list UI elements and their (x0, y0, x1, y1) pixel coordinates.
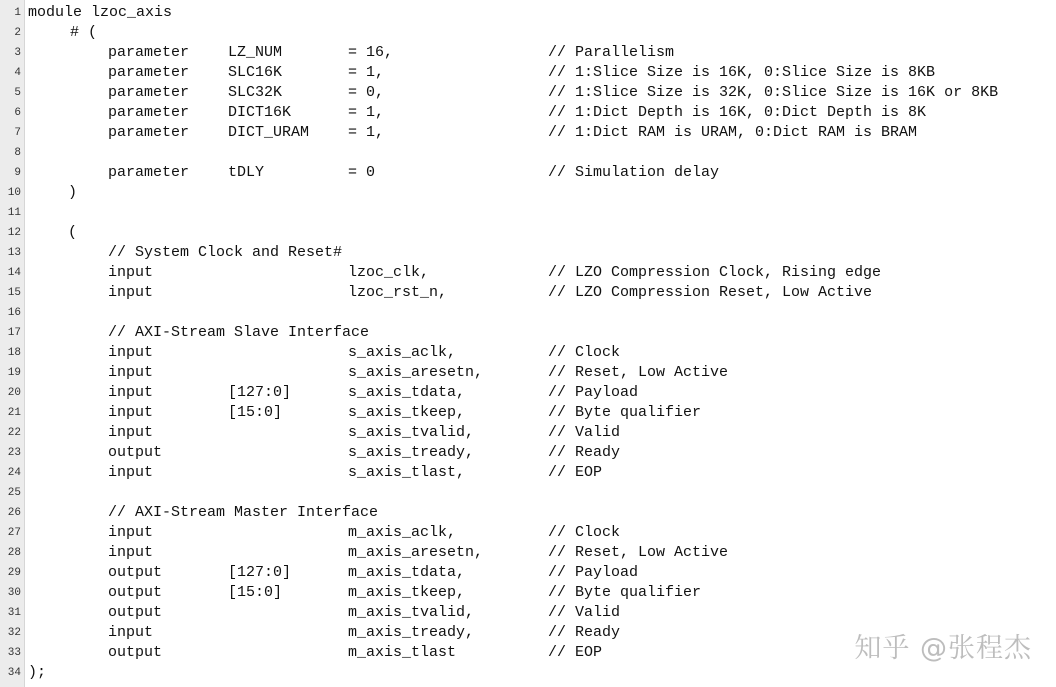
code-token: input (108, 384, 154, 401)
code-token: = 0 (348, 164, 376, 181)
code-comment: // Clock (548, 524, 621, 541)
code-token: LZ_NUM (228, 44, 283, 61)
line-number: 17 (7, 327, 21, 339)
code-line (0, 563, 1056, 583)
line-number: 22 (7, 427, 21, 439)
code-token: s_axis_aclk, (348, 344, 457, 361)
code-token: SLC32K (228, 84, 283, 101)
code-line (0, 543, 1056, 563)
code-line (0, 163, 1056, 183)
code-comment: // Payload (548, 564, 639, 581)
code-token: [15:0] (228, 584, 283, 601)
code-token: DICT_URAM (228, 124, 310, 141)
code-line (0, 323, 1056, 343)
code-token: input (108, 424, 154, 441)
code-token: lzoc_clk, (348, 264, 430, 281)
line-number: 20 (7, 387, 21, 399)
code-comment: // LZO Compression Clock, Rising edge (548, 264, 882, 281)
line-number: 13 (7, 247, 21, 259)
code-token: output (108, 644, 163, 661)
code-comment: // Parallelism (548, 44, 675, 61)
line-number: 4 (14, 67, 21, 79)
code-comment: // Reset, Low Active (548, 364, 729, 381)
code-token: module lzoc_axis (28, 4, 173, 21)
code-comment: // Valid (548, 424, 621, 441)
line-number: 18 (7, 347, 21, 359)
line-number: 34 (7, 667, 21, 679)
code-token: parameter (108, 64, 190, 81)
code-comment: // Ready (548, 444, 621, 461)
code-line (0, 483, 1056, 503)
code-token: lzoc_rst_n, (348, 284, 448, 301)
line-number: 23 (7, 447, 21, 459)
line-number: 24 (7, 467, 21, 479)
code-token: parameter (108, 104, 190, 121)
line-number: 25 (7, 487, 21, 499)
code-token: [127:0] (228, 384, 292, 401)
code-token: parameter (108, 44, 190, 61)
watermark: 知乎 @张程杰 (854, 633, 1032, 664)
code-token: = 1, (348, 104, 385, 121)
code-token: parameter (108, 124, 190, 141)
code-line (0, 523, 1056, 543)
code-token: = 0, (348, 84, 385, 101)
code-token: m_axis_tdata, (348, 564, 466, 581)
code-comment: // Byte qualifier (548, 584, 702, 601)
code-line (0, 263, 1056, 283)
code-comment: // 1:Slice Size is 32K, 0:Slice Size is 16K or 8KB (548, 84, 999, 101)
code-line (0, 603, 1056, 623)
line-number: 15 (7, 287, 21, 299)
code-line (0, 183, 1056, 203)
code-line (0, 223, 1056, 243)
code-comment: // LZO Compression Reset, Low Active (548, 284, 873, 301)
code-token: [15:0] (228, 404, 283, 421)
line-number: 16 (7, 307, 21, 319)
code-comment: // Reset, Low Active (548, 544, 729, 561)
code-token: = 1, (348, 124, 385, 141)
code-token: m_axis_tready, (348, 624, 475, 641)
code-line (0, 363, 1056, 383)
code-line (0, 143, 1056, 163)
code-token: s_axis_tvalid, (348, 424, 475, 441)
code-comment: // Simulation delay (548, 164, 720, 181)
code-token: input (108, 524, 154, 541)
code-line (0, 583, 1056, 603)
code-token: input (108, 464, 154, 481)
code-line (0, 443, 1056, 463)
line-number: 1 (14, 7, 21, 19)
code-token: SLC16K (228, 64, 283, 81)
code-token: output (108, 444, 163, 461)
code-token: input (108, 344, 154, 361)
code-comment: // EOP (548, 644, 603, 661)
code-comment: // Ready (548, 624, 621, 641)
code-token: DICT16K (228, 104, 292, 121)
line-number: 33 (7, 647, 21, 659)
line-number: 12 (7, 227, 21, 239)
code-comment: // Payload (548, 384, 639, 401)
line-number: 9 (14, 167, 21, 179)
line-number: 11 (7, 207, 21, 219)
line-number: 31 (7, 607, 21, 619)
line-number: 10 (7, 187, 21, 199)
code-line (0, 123, 1056, 143)
code-line (0, 43, 1056, 63)
code-comment: // Clock (548, 344, 621, 361)
line-number: 32 (7, 627, 21, 639)
code-token: ( (68, 224, 78, 241)
code-token: # ( (70, 24, 98, 41)
code-comment: // 1:Slice Size is 16K, 0:Slice Size is 8KB (548, 64, 936, 81)
code-line (0, 403, 1056, 423)
code-token: input (108, 624, 154, 641)
code-token: = 16, (348, 44, 394, 61)
code-token: = 1, (348, 64, 385, 81)
line-number: 6 (14, 107, 21, 119)
code-line (0, 243, 1056, 263)
line-number: 30 (7, 587, 21, 599)
code-token: input (108, 404, 154, 421)
code-line (0, 23, 1056, 43)
code-comment: // AXI-Stream Master Interface (108, 504, 379, 521)
code-line (0, 63, 1056, 83)
code-token: output (108, 604, 163, 621)
code-comment: // EOP (548, 464, 603, 481)
code-token: s_axis_tready, (348, 444, 475, 461)
code-token: ); (28, 664, 47, 681)
code-comment: // Valid (548, 604, 621, 621)
code-token: [127:0] (228, 564, 292, 581)
code-comment: // 1:Dict RAM is URAM, 0:Dict RAM is BRAM (548, 124, 918, 141)
line-number: 8 (14, 147, 21, 159)
code-comment: // AXI-Stream Slave Interface (108, 324, 370, 341)
code-token: tDLY (228, 164, 265, 181)
line-number: 3 (14, 47, 21, 59)
line-number: 7 (14, 127, 21, 139)
code-token: ) (68, 184, 78, 201)
code-token: input (108, 264, 154, 281)
line-number: 2 (14, 27, 21, 39)
code-line (0, 303, 1056, 323)
code-token: parameter (108, 164, 190, 181)
line-number: 19 (7, 367, 21, 379)
line-number: 21 (7, 407, 21, 419)
code-line (0, 463, 1056, 483)
code-token: output (108, 584, 163, 601)
code-line (0, 383, 1056, 403)
line-number: 14 (7, 267, 21, 279)
line-number: 27 (7, 527, 21, 539)
code-token: m_axis_aclk, (348, 524, 457, 541)
code-token: input (108, 544, 154, 561)
code-token: parameter (108, 84, 190, 101)
code-line (0, 663, 1056, 683)
line-number: 5 (14, 87, 21, 99)
line-number: 29 (7, 567, 21, 579)
code-token: m_axis_tlast (348, 644, 457, 661)
code-token: s_axis_aresetn, (348, 364, 484, 381)
code-token: input (108, 284, 154, 301)
code-line (0, 83, 1056, 103)
code-comment: // 1:Dict Depth is 16K, 0:Dict Depth is 8K (548, 104, 927, 121)
code-token: s_axis_tdata, (348, 384, 466, 401)
code-token: s_axis_tlast, (348, 464, 466, 481)
code-token: m_axis_aresetn, (348, 544, 484, 561)
code-token: output (108, 564, 163, 581)
code-token: input (108, 364, 154, 381)
code-line (0, 503, 1056, 523)
code-comment: // Byte qualifier (548, 404, 702, 421)
code-line (0, 423, 1056, 443)
code-line (0, 3, 1056, 23)
code-token: s_axis_tkeep, (348, 404, 466, 421)
code-token: m_axis_tkeep, (348, 584, 466, 601)
code-line (0, 203, 1056, 223)
code-line (0, 283, 1056, 303)
code-comment: // System Clock and Reset# (108, 244, 343, 261)
code-line (0, 103, 1056, 123)
line-number: 26 (7, 507, 21, 519)
line-number: 28 (7, 547, 21, 559)
code-token: m_axis_tvalid, (348, 604, 475, 621)
code-line (0, 343, 1056, 363)
